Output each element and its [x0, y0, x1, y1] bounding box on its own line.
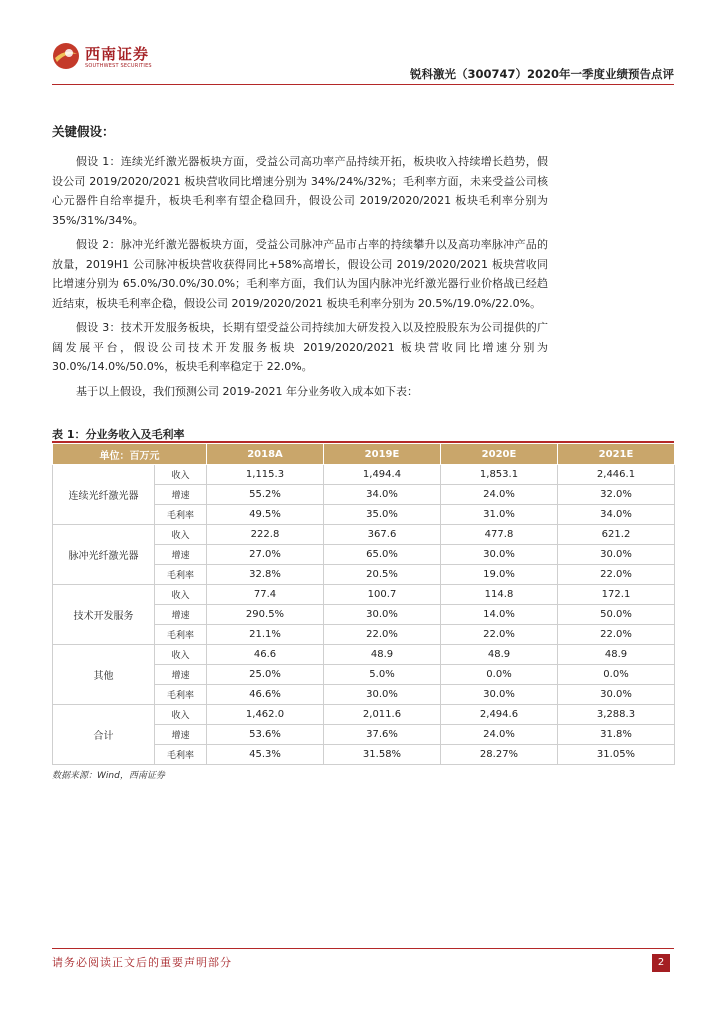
value-cell: 65.0%: [324, 545, 441, 565]
value-cell: 0.0%: [441, 665, 558, 685]
value-cell: 48.9: [558, 645, 675, 665]
value-cell: 2,011.6: [324, 705, 441, 725]
metric-label-cell: 收入: [155, 705, 207, 725]
segment-name-cell: 其他: [53, 645, 155, 705]
metric-label-cell: 毛利率: [155, 565, 207, 585]
table-row: [53, 585, 675, 605]
metric-label-cell: 收入: [155, 585, 207, 605]
value-cell: 30.0%: [558, 685, 675, 705]
metric-label-cell: 增速: [155, 485, 207, 505]
value-cell: 0.0%: [558, 665, 675, 685]
value-cell: 25.0%: [207, 665, 324, 685]
value-cell: 30.0%: [558, 545, 675, 565]
value-cell: 53.6%: [207, 725, 324, 745]
value-cell: 19.0%: [441, 565, 558, 585]
year-header: 2020E: [441, 444, 558, 465]
value-cell: 24.0%: [441, 485, 558, 505]
metric-label-cell: 增速: [155, 665, 207, 685]
value-cell: 2,494.6: [441, 705, 558, 725]
year-header: 2018A: [207, 444, 324, 465]
value-cell: 621.2: [558, 525, 675, 545]
value-cell: 3,288.3: [558, 705, 675, 725]
assumption-paragraph-2: 假设 2：脉冲光纤激光器板块方面，受益公司脉冲产品市占率的持续攀升以及高功率脉冲产品的放量，2019H1 公司脉冲板块营收获得同比+58%高增长，假设公司 2019/2020/2021 板块营收同比增速分别为 65.0%/30.0%/30.0%；毛利率方面，我们认为国内脉冲光纤激光器行业价格战已经趋近结束，板块毛利率企稳，假设公司 2019/2020/2021 板块毛利率分别为 20.5%/19.0%/22.0%。: [52, 238, 548, 310]
header-divider: [52, 84, 674, 85]
value-cell: 32.8%: [207, 565, 324, 585]
segment-name-cell: 合计: [53, 705, 155, 765]
value-cell: 5.0%: [324, 665, 441, 685]
value-cell: 32.0%: [558, 485, 675, 505]
value-cell: 31.05%: [558, 745, 675, 765]
value-cell: 37.6%: [324, 725, 441, 745]
value-cell: 30.0%: [441, 545, 558, 565]
logo-text: 西南证券: [85, 45, 150, 63]
value-cell: 28.27%: [441, 745, 558, 765]
value-cell: 22.0%: [558, 565, 675, 585]
table-row: [53, 525, 675, 545]
value-cell: 20.5%: [324, 565, 441, 585]
value-cell: 1,115.3: [207, 465, 324, 485]
value-cell: 46.6: [207, 645, 324, 665]
value-cell: 30.0%: [324, 685, 441, 705]
value-cell: 1,494.4: [324, 465, 441, 485]
metric-label-cell: 增速: [155, 725, 207, 745]
value-cell: 30.0%: [324, 605, 441, 625]
value-cell: 172.1: [558, 585, 675, 605]
metric-label-cell: 毛利率: [155, 505, 207, 525]
value-cell: 21.1%: [207, 625, 324, 645]
value-cell: 49.5%: [207, 505, 324, 525]
value-cell: 45.3%: [207, 745, 324, 765]
year-header: 2021E: [558, 444, 675, 465]
value-cell: 1,853.1: [441, 465, 558, 485]
metric-label-cell: 增速: [155, 545, 207, 565]
assumptions-section: [52, 122, 548, 406]
value-cell: 14.0%: [441, 605, 558, 625]
unit-header: 单位：百万元: [53, 444, 207, 465]
section-title: 关键假设：: [52, 124, 115, 139]
value-cell: 55.2%: [207, 485, 324, 505]
company-logo: [52, 40, 152, 76]
segment-revenue-table: [52, 443, 675, 765]
value-cell: 48.9: [324, 645, 441, 665]
value-cell: 114.8: [441, 585, 558, 605]
value-cell: 27.0%: [207, 545, 324, 565]
value-cell: 2,446.1: [558, 465, 675, 485]
report-title: 锐科激光（300747）2020年一季度业绩预告点评: [409, 67, 674, 81]
metric-label-cell: 收入: [155, 525, 207, 545]
value-cell: 477.8: [441, 525, 558, 545]
segment-name-cell: 连续光纤激光器: [53, 465, 155, 525]
metric-label-cell: 收入: [155, 645, 207, 665]
value-cell: 46.6%: [207, 685, 324, 705]
year-header: 2019E: [324, 444, 441, 465]
segment-name-cell: 技术开发服务: [53, 585, 155, 645]
metric-label-cell: 毛利率: [155, 745, 207, 765]
table-row: [53, 465, 675, 485]
segment-name-cell: 脉冲光纤激光器: [53, 525, 155, 585]
value-cell: 1,462.0: [207, 705, 324, 725]
value-cell: 77.4: [207, 585, 324, 605]
page-number: 2: [652, 954, 670, 972]
value-cell: 31.8%: [558, 725, 675, 745]
value-cell: 30.0%: [441, 685, 558, 705]
assumption-paragraph-3: 假设 3：技术开发服务板块，长期有望受益公司持续加大研发投入以及控股股东为公司提供的广阔发展平台，假设公司技术开发服务板块 2019/2020/2021 板块营收同比增速分别为 30.0%/14.0%/50.0%，板块毛利率稳定于 22.0%。: [52, 321, 548, 373]
value-cell: 35.0%: [324, 505, 441, 525]
table-row: [53, 705, 675, 725]
footer-divider: [52, 948, 674, 949]
metric-label-cell: 增速: [155, 605, 207, 625]
value-cell: 34.0%: [558, 505, 675, 525]
footer-disclaimer: 请务必阅读正文后的重要声明部分: [52, 956, 232, 969]
value-cell: 22.0%: [324, 625, 441, 645]
logo-emblem-icon: [52, 42, 80, 70]
assumption-paragraph-1: 假设 1：连续光纤激光器板块方面，受益公司高功率产品持续开拓，板块收入持续增长趋势，假设公司 2019/2020/2021 板块营收同比增速分别为 34%/24%/32%；毛利率方面，未来受益公司核心元器件自给率提升，板块毛利率有望企稳回升，假设公司 2019/2020/2021 板块毛利率分别为 35%/31%/34%。: [52, 155, 548, 227]
value-cell: 100.7: [324, 585, 441, 605]
page-header: [0, 0, 724, 90]
table-row: [53, 645, 675, 665]
value-cell: 22.0%: [558, 625, 675, 645]
metric-label-cell: 毛利率: [155, 685, 207, 705]
data-source-note: 数据来源：Wind，西南证券: [52, 771, 165, 781]
metric-label-cell: 毛利率: [155, 625, 207, 645]
value-cell: 24.0%: [441, 725, 558, 745]
value-cell: 34.0%: [324, 485, 441, 505]
table-header-row: [53, 444, 675, 465]
value-cell: 222.8: [207, 525, 324, 545]
value-cell: 367.6: [324, 525, 441, 545]
value-cell: 22.0%: [441, 625, 558, 645]
metric-label-cell: 收入: [155, 465, 207, 485]
logo-subtext: SOUTHWEST SECURITIES: [85, 63, 152, 69]
forecast-intro-paragraph: 基于以上假设，我们预测公司 2019-2021 年分业务收入成本如下表：: [76, 384, 418, 398]
value-cell: 50.0%: [558, 605, 675, 625]
value-cell: 31.0%: [441, 505, 558, 525]
value-cell: 48.9: [441, 645, 558, 665]
value-cell: 31.58%: [324, 745, 441, 765]
value-cell: 290.5%: [207, 605, 324, 625]
table-caption: 表 1：分业务收入及毛利率: [52, 428, 185, 441]
